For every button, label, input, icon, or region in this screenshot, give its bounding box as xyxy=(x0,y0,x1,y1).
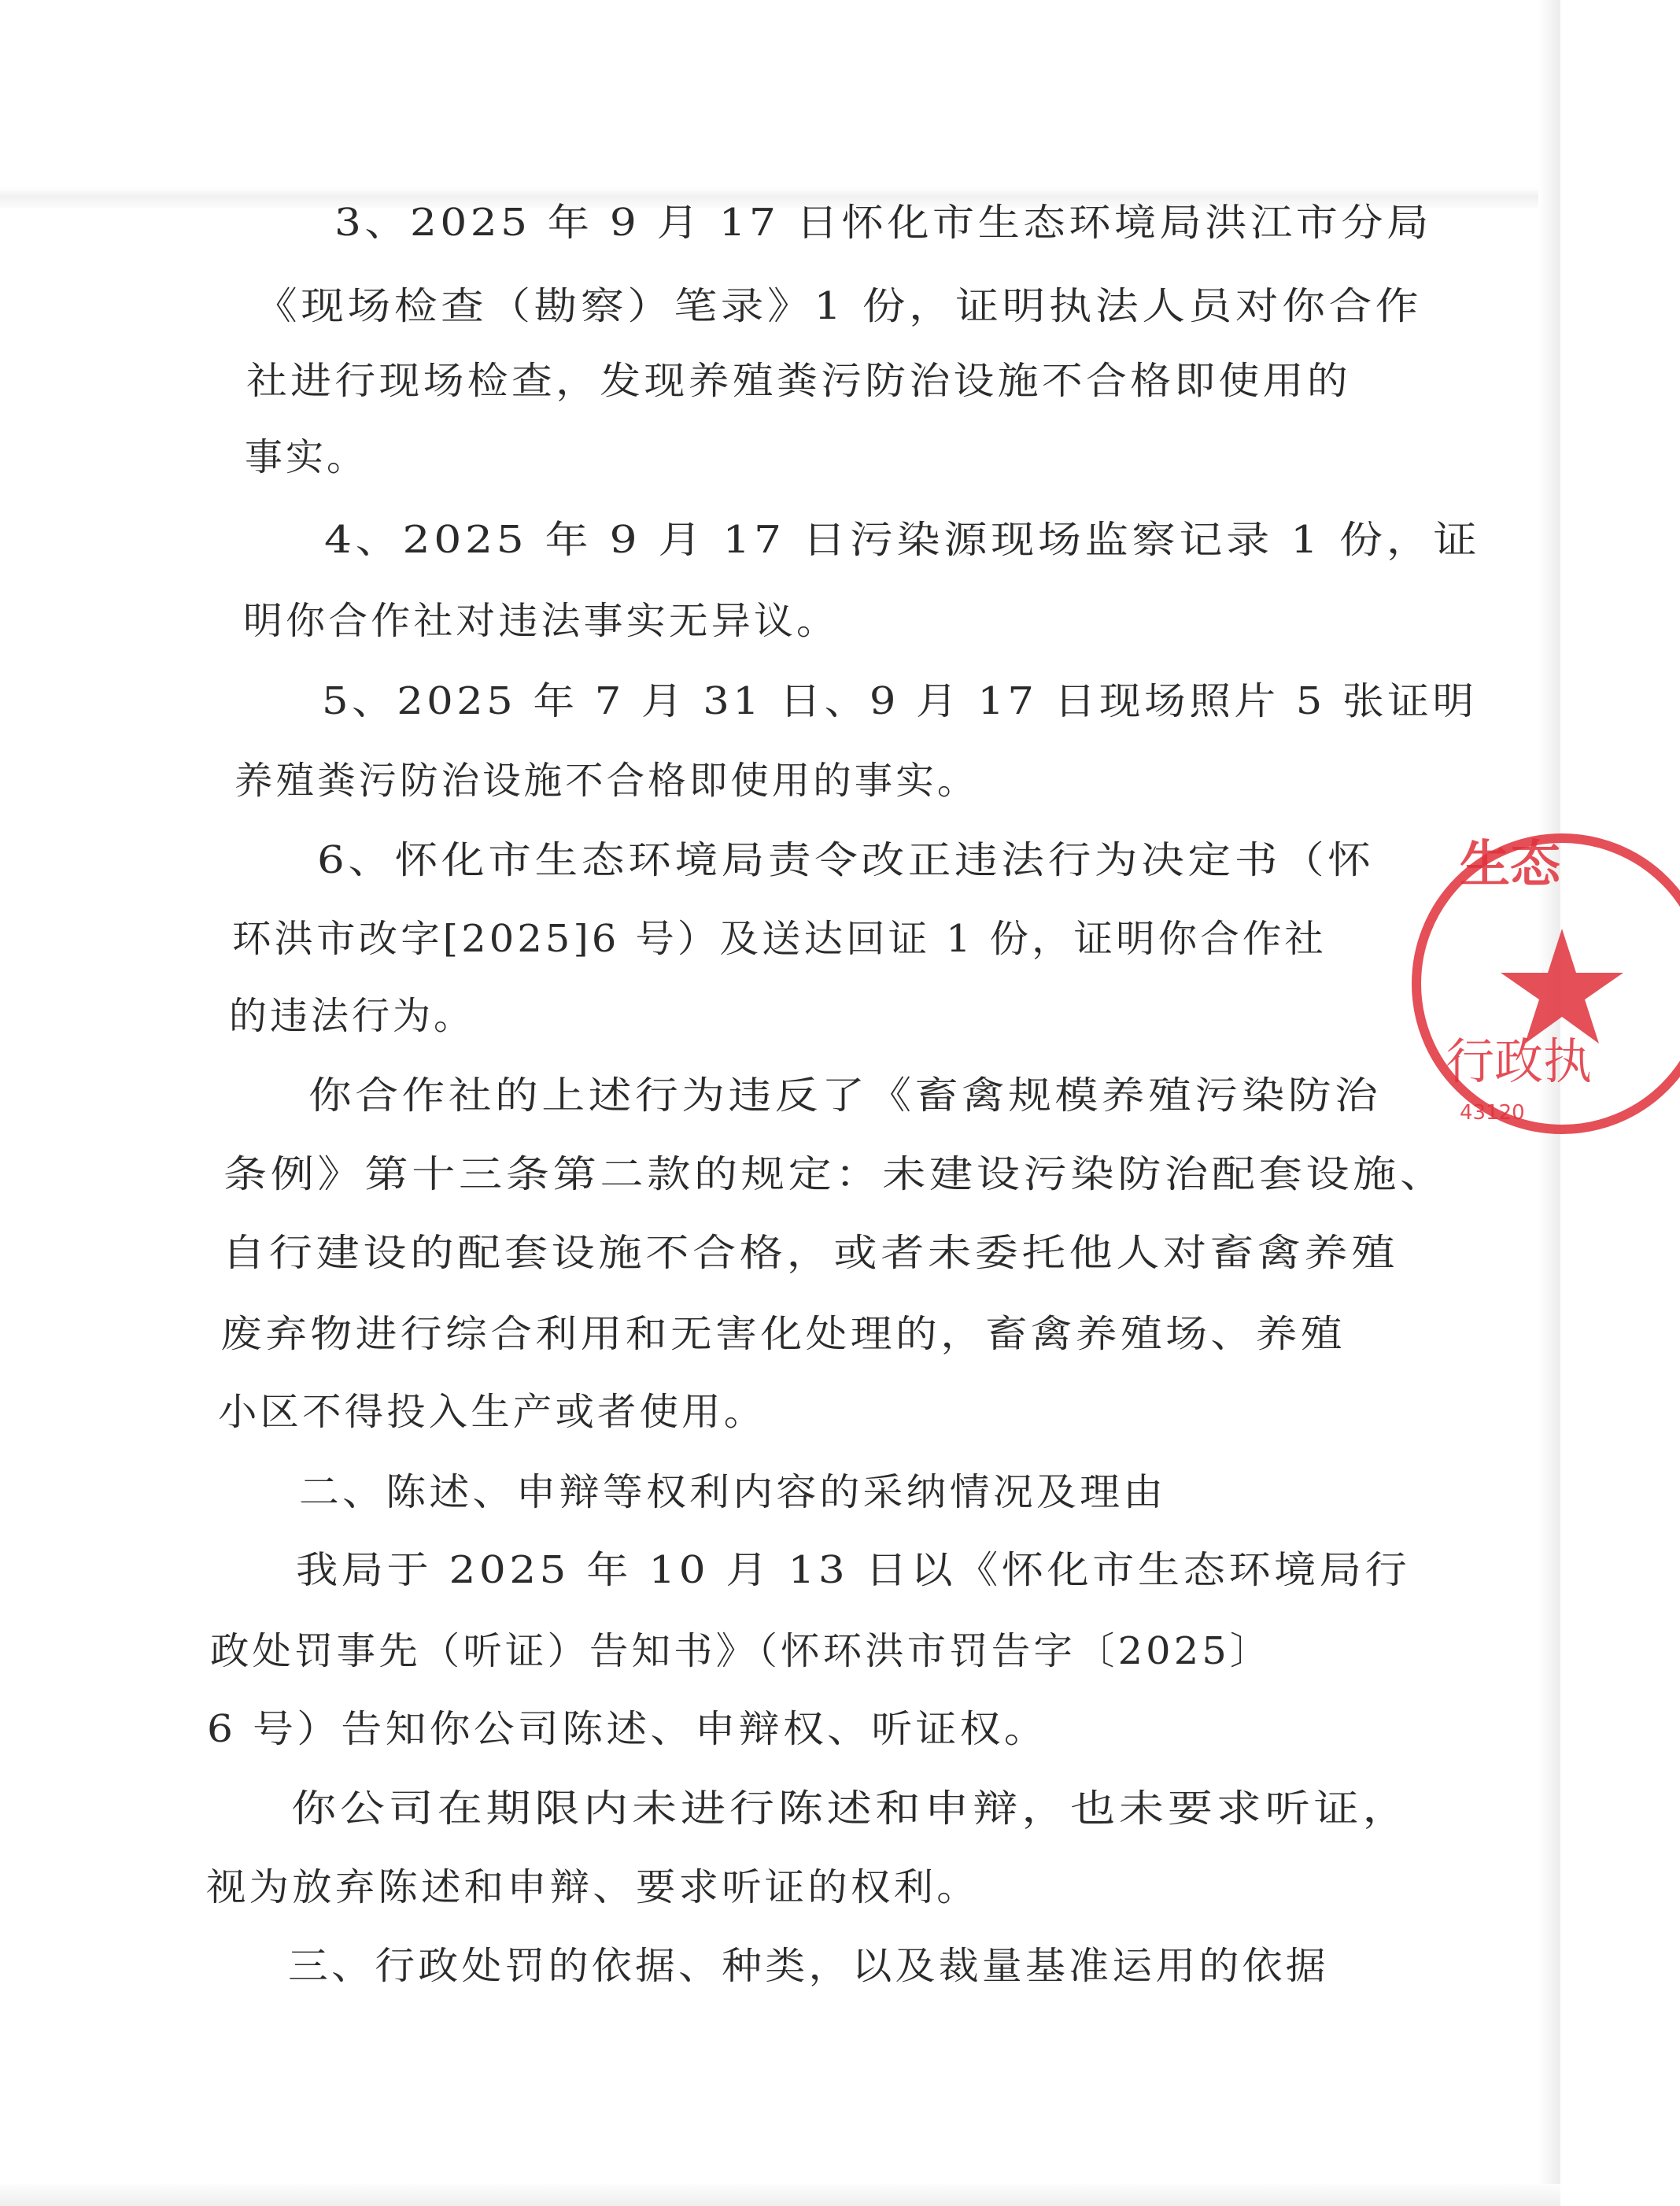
violation-line-1: 你合作社的上述行为违反了《畜禽规模养殖污染防治 xyxy=(308,1073,1382,1118)
seal-digits: 43120 xyxy=(1460,1101,1525,1125)
violation-line-2: 条例》第十三条第二款的规定：未建设污染防治配套设施、 xyxy=(223,1152,1447,1196)
evidence-6-line-2: 环洪市改字[2025]6 号）及送达回证 1 份，证明你合作社 xyxy=(232,917,1327,961)
evidence-5-line-2: 养殖粪污防治设施不合格即使用的事实。 xyxy=(234,759,979,803)
waiver-line-2: 视为放弃陈述和申辩、要求听证的权利。 xyxy=(206,1865,980,1909)
violation-line-4: 废弃物进行综合利用和无害化处理的，畜禽养殖场、养殖 xyxy=(220,1312,1346,1356)
evidence-3-line-4: 事实。 xyxy=(245,435,368,479)
notice-line-2: 政处罚事先（听证）告知书》（怀环洪市罚告字〔2025〕 xyxy=(210,1629,1272,1673)
notice-line-1: 我局于 2025 年 10 月 13 日以《怀化市生态环境局行 xyxy=(296,1548,1411,1592)
section-2-heading: 二、陈述、申辩等权利内容的采纳情况及理由 xyxy=(299,1470,1167,1514)
evidence-6-line-3: 的违法行为。 xyxy=(229,994,475,1038)
evidence-3-line-2: 《现场检查（勘察）笔录》1 份，证明执法人员对你合作 xyxy=(254,284,1423,328)
evidence-4-line-1: 4、2025 年 9 月 17 日污染源现场监察记录 1 份，证 xyxy=(324,518,1481,562)
waiver-line-1: 你公司在期限内未进行陈述和申辩，也未要求听证， xyxy=(291,1787,1412,1831)
seal-text-bottom: 行政执 xyxy=(1446,1033,1593,1090)
evidence-6-line-1: 6、怀化市生态环境局责令改正违法行为决定书（怀 xyxy=(317,838,1375,882)
violation-line-3: 自行建设的配套设施不合格，或者未委托他人对畜禽养殖 xyxy=(222,1231,1399,1275)
evidence-3-line-1: 3、2025 年 9 月 17 日怀化市生态环境局洪江市分局 xyxy=(334,201,1432,245)
seal-graphic xyxy=(1444,818,1680,1149)
seal-text-top: 生态 xyxy=(1460,836,1560,894)
official-seal xyxy=(1444,818,1593,1149)
section-3-heading: 三、行政处罚的依据、种类，以及裁量基准运用的依据 xyxy=(288,1944,1329,1988)
violation-line-5: 小区不得投入生产或者使用。 xyxy=(218,1390,766,1434)
evidence-3-line-3: 社进行现场检查，发现养殖粪污防治设施不合格即使用的 xyxy=(246,359,1352,403)
evidence-5-line-1: 5、2025 年 7 月 31 日、9 月 17 日现场照片 5 张证明 xyxy=(322,679,1478,723)
seal-star-icon xyxy=(1501,929,1623,1044)
notice-line-3: 6 号）告知你公司陈述、申辩权、听证权。 xyxy=(207,1707,1048,1751)
evidence-4-line-2: 明你合作社对违法事实无异议。 xyxy=(243,599,840,643)
